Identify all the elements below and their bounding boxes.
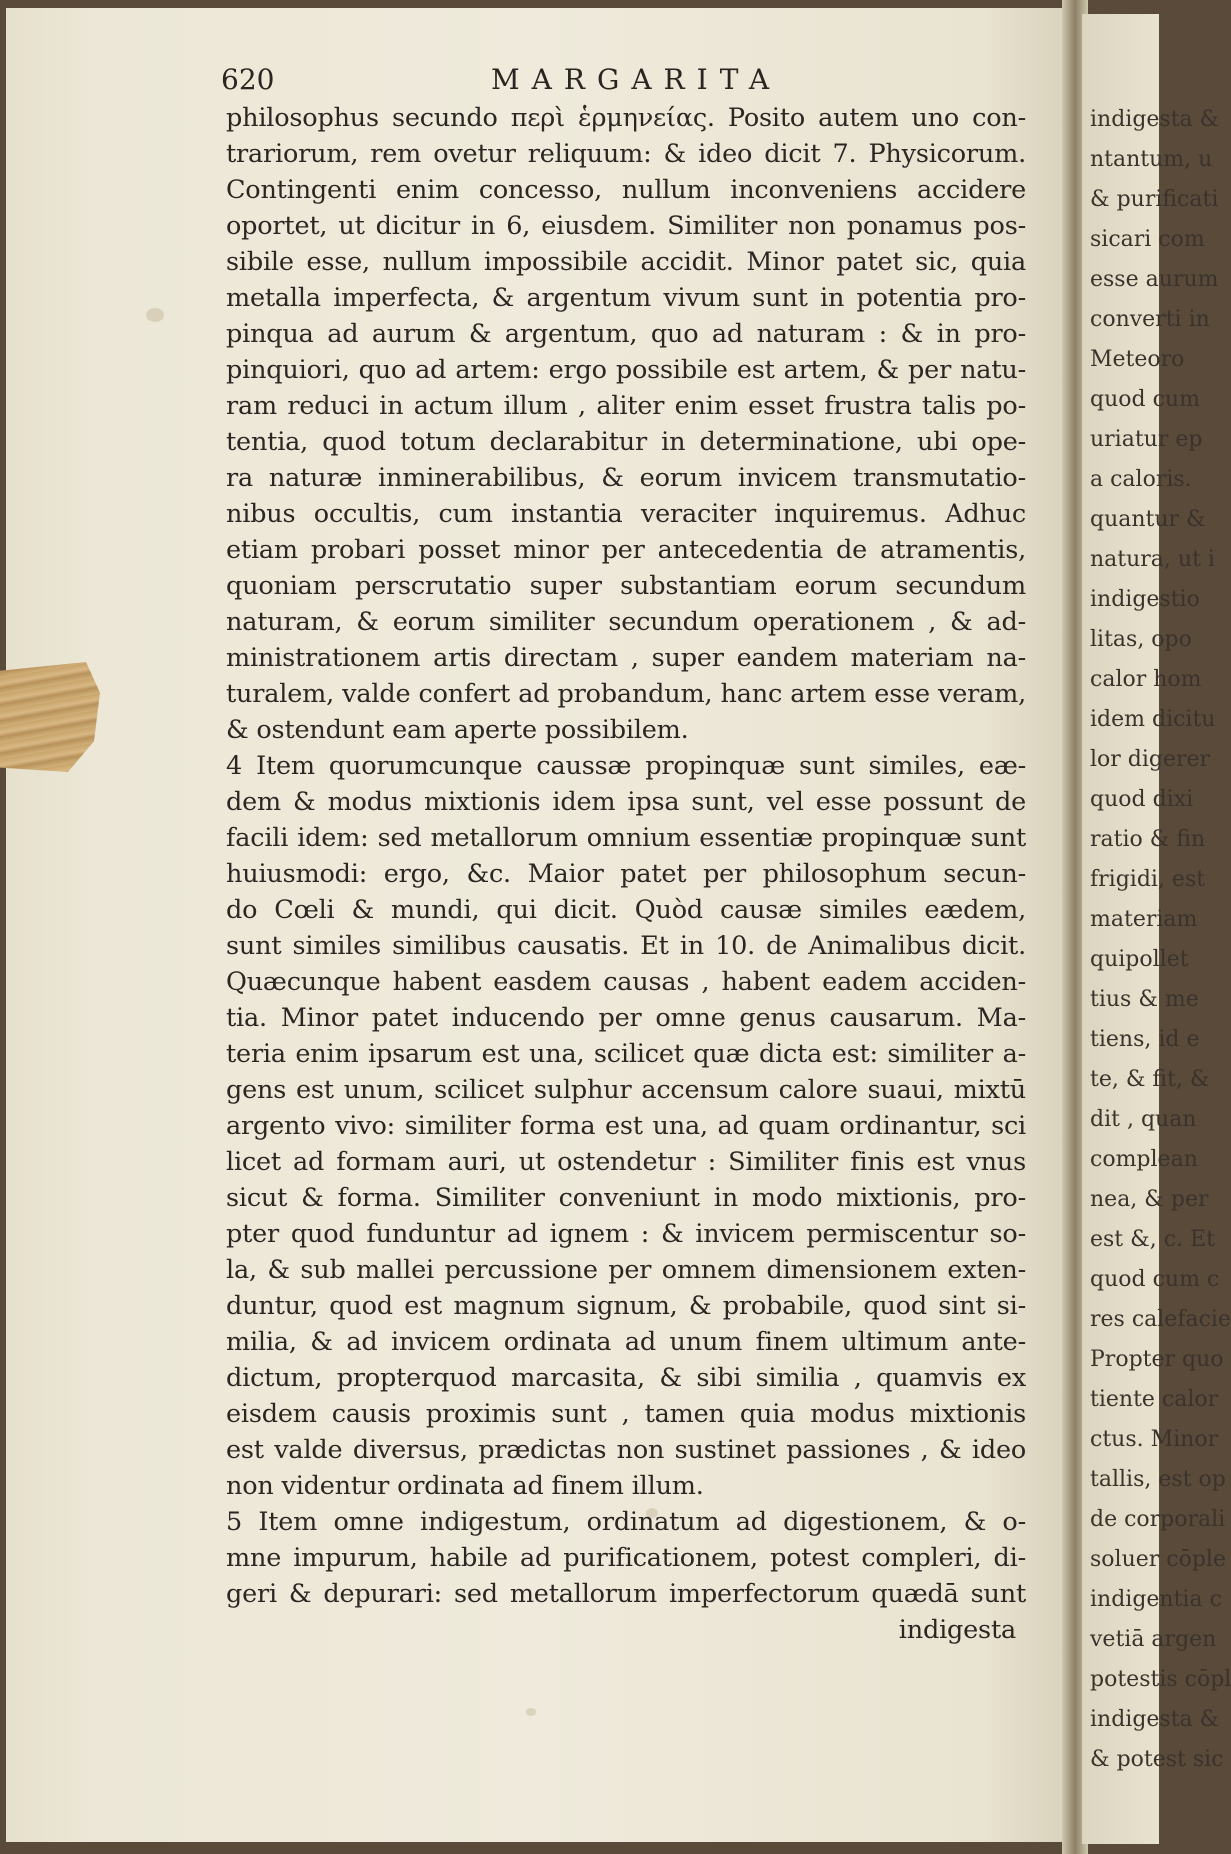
- facing-line: litas, opo: [1090, 627, 1192, 652]
- page-header: [221, 63, 781, 103]
- facing-line: esse aurum: [1090, 267, 1219, 292]
- facing-line: quod cum c: [1090, 1267, 1220, 1292]
- running-title: MARGARITA: [491, 63, 782, 96]
- text-line: tentia, quod totum declarabitur in determinatione, ubi ope-: [226, 427, 1026, 457]
- text-line: milia, & ad invicem ordinata ad unum finem ultimum ante-: [226, 1327, 1026, 1357]
- facing-line: calor hom: [1090, 667, 1202, 692]
- text-line: ra naturæ inminerabilibus, & eorum invicem transmutatio-: [226, 463, 1026, 493]
- foxing-spot: [146, 308, 164, 322]
- facing-line: quipollet: [1090, 947, 1189, 972]
- facing-line: a caloris.: [1090, 467, 1192, 492]
- facing-line: complean: [1090, 1147, 1198, 1172]
- text-line: philosophus secundo περὶ ἑρμηνείας. Posito autem uno con-: [226, 103, 1026, 133]
- text-line: duntur, quod est magnum signum, & probabile, quod sint si-: [226, 1291, 1026, 1321]
- text-line: pinquiori, quo ad artem: ergo possibile est artem, & per natu-: [226, 355, 1026, 385]
- text-line: nibus occultis, cum instantia veraciter inquiremus. Adhuc: [226, 499, 1026, 529]
- text-line: dem & modus mixtionis idem ipsa sunt, vel esse possunt de: [226, 787, 1026, 817]
- text-line: argento vivo: similiter forma est una, ad quam ordinantur, sci: [226, 1111, 1026, 1141]
- facing-line: idem dicitu: [1090, 707, 1216, 732]
- text-line: sicut & forma. Similiter conveniunt in modo mixtionis, pro-: [226, 1183, 1026, 1213]
- facing-line: uriatur ep: [1090, 427, 1203, 452]
- facing-line: quod cum: [1090, 387, 1200, 412]
- text-line: metalla imperfecta, & argentum vivum sunt in potentia pro-: [226, 283, 1026, 313]
- facing-line: indigestio: [1090, 587, 1200, 612]
- facing-line: & potest sic: [1090, 1747, 1224, 1772]
- facing-page-text: [1082, 100, 1231, 1780]
- facing-line: indigesta &: [1090, 107, 1220, 132]
- facing-line: nea, & per: [1090, 1187, 1209, 1212]
- text-line: do Cœli & mundi, qui dicit. Quòd causæ similes eædem,: [226, 895, 1026, 925]
- text-line: teria enim ipsarum est una, scilicet quæ dicta est: similiter a-: [226, 1039, 1026, 1069]
- facing-line: tius & me: [1090, 987, 1199, 1012]
- text-line: sunt similes similibus causatis. Et in 10. de Animalibus dicit.: [226, 931, 1026, 961]
- page-number: 620: [221, 63, 275, 96]
- facing-line: tiens, id e: [1090, 1027, 1200, 1052]
- text-line: 5 Item omne indigestum, ordinatum ad digestionem, & o-: [226, 1507, 1026, 1537]
- facing-line: ctus. Minor: [1090, 1427, 1219, 1452]
- facing-line: natura, ut i: [1090, 547, 1215, 572]
- facing-line: lor digerer: [1090, 747, 1211, 772]
- text-line: eisdem causis proximis sunt , tamen quia modus mixtionis: [226, 1399, 1026, 1429]
- text-line: huiusmodi: ergo, &c. Maior patet per philosophum secun-: [226, 859, 1026, 889]
- text-line: pter quod funduntur ad ignem : & invicem permiscentur so-: [226, 1219, 1026, 1249]
- body-text: [226, 100, 1026, 1648]
- text-line: mne impurum, habile ad purificationem, potest compleri, di-: [226, 1543, 1026, 1573]
- text-line: ram reduci in actum illum , aliter enim esset frustra talis po-: [226, 391, 1026, 421]
- facing-line: frigidi, est: [1090, 867, 1206, 892]
- text-line: naturam, & eorum similiter secundum operationem , & ad-: [226, 607, 1026, 637]
- text-line: quoniam perscrutatio super substantiam eorum secundum: [226, 571, 1026, 601]
- facing-line: tiente calor: [1090, 1387, 1219, 1412]
- foxing-spot: [526, 1708, 536, 1716]
- text-line: tia. Minor patet inducendo per omne genus causarum. Ma-: [226, 1003, 1026, 1033]
- facing-line: de corporali: [1090, 1507, 1226, 1532]
- text-line: non videntur ordinata ad finem illum.: [226, 1471, 704, 1501]
- text-line: facili idem: sed metallorum omnium essentiæ propinquæ sunt: [226, 823, 1026, 853]
- text-line: licet ad formam auri, ut ostendetur : Similiter finis est vnus: [226, 1147, 1026, 1177]
- facing-line: potestis cōpl: [1090, 1667, 1231, 1692]
- catchword: indigesta: [898, 1615, 1016, 1645]
- text-line: & ostendunt eam aperte possibilem.: [226, 715, 689, 745]
- text-line: sibile esse, nullum impossibile accidit. Minor patet sic, quia: [226, 247, 1026, 277]
- left-page: [6, 8, 1066, 1842]
- facing-line: Propter quo: [1090, 1347, 1224, 1372]
- facing-line: dit , quan: [1090, 1107, 1197, 1132]
- text-line: ministrationem artis directam , super eandem materiam na-: [226, 643, 1026, 673]
- facing-line: tallis, est op: [1090, 1467, 1226, 1492]
- facing-page: [1082, 14, 1231, 1844]
- facing-line: ntantum, u: [1090, 147, 1213, 172]
- facing-line: soluer cōple: [1090, 1547, 1226, 1572]
- text-line: dictum, propterquod marcasita, & sibi similia , quamvis ex: [226, 1363, 1026, 1393]
- facing-line: te, & fit, &: [1090, 1067, 1210, 1092]
- text-line: la, & sub mallei percussione per omnem dimensionem exten-: [226, 1255, 1026, 1285]
- facing-line: indigentia c: [1090, 1587, 1222, 1612]
- text-line: 4 Item quorumcunque caussæ propinquæ sunt similes, eæ-: [226, 751, 1026, 781]
- text-line: pinqua ad aurum & argentum, quo ad naturam : & in pro-: [226, 319, 1026, 349]
- facing-line: materiam: [1090, 907, 1198, 932]
- facing-line: vetiā argen: [1090, 1627, 1217, 1652]
- text-line: gens est unum, scilicet sulphur accensum calore suaui, mixtū: [226, 1075, 1026, 1105]
- text-line: est valde diversus, prædictas non sustinet passiones , & ideo: [226, 1435, 1026, 1465]
- text-line: etiam probari posset minor per antecedentia de atramentis,: [226, 535, 1026, 565]
- facing-line: ratio & fin: [1090, 827, 1206, 852]
- facing-line: est &, c. Et: [1090, 1227, 1215, 1252]
- facing-line: converti in: [1090, 307, 1210, 332]
- facing-line: res calefacie: [1090, 1307, 1231, 1332]
- facing-line: quantur &: [1090, 507, 1206, 532]
- text-line: geri & depurari: sed metallorum imperfectorum quædā sunt: [226, 1579, 1026, 1609]
- facing-line: Meteoro: [1090, 347, 1185, 372]
- facing-line: sicari com: [1090, 227, 1205, 252]
- facing-line: quod dixi: [1090, 787, 1194, 812]
- facing-line: & purificati: [1090, 187, 1219, 212]
- text-line: turalem, valde confert ad probandum, hanc artem esse veram,: [226, 679, 1026, 709]
- text-line: oportet, ut dicitur in 6, eiusdem. Similiter non ponamus pos-: [226, 211, 1026, 241]
- text-line: Quæcunque habent easdem causas , habent eadem acciden-: [226, 967, 1026, 997]
- text-line: trariorum, rem ovetur reliquum: & ideo dicit 7. Physicorum.: [226, 139, 1026, 169]
- facing-line: indigesta &: [1090, 1707, 1220, 1732]
- text-line: Contingenti enim concesso, nullum inconveniens accidere: [226, 175, 1026, 205]
